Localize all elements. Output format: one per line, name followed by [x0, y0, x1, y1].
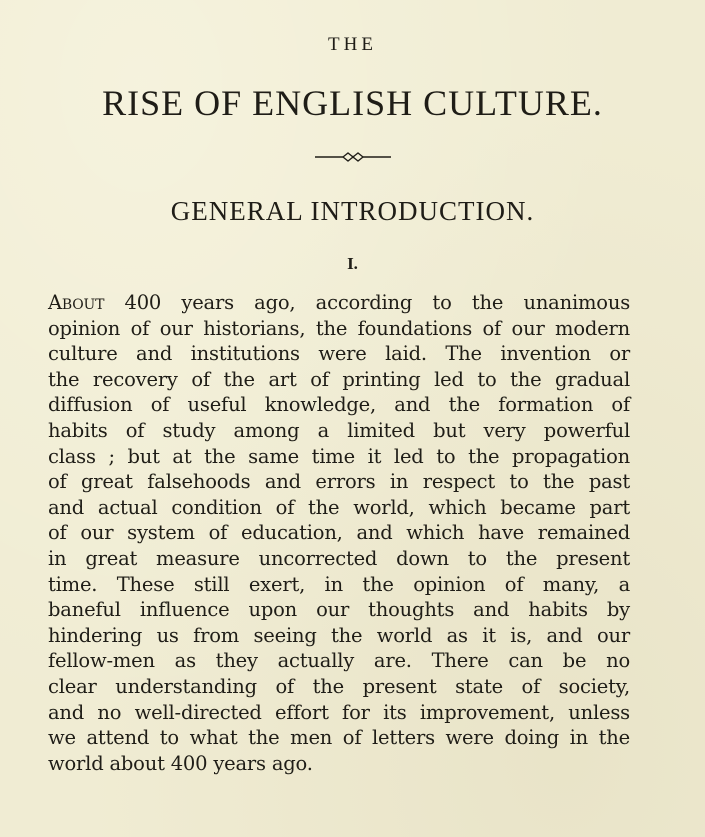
paragraph-line: baneful influence upon our thoughts and habits by	[48, 598, 630, 622]
paragraph-line	[48, 290, 630, 316]
paragraph-line: habits of study among a limited but very powerful	[48, 418, 630, 442]
ornament-icon	[313, 148, 393, 166]
opening-word: About	[48, 291, 105, 314]
paragraph-line-text: 400 years ago, according to the unanimous	[104, 291, 630, 314]
paragraph-line: the recovery of the art of printing led to the gradual	[48, 367, 630, 391]
ornament-divider	[0, 148, 705, 166]
paragraph-line: we attend to what the men of letters were doing in the	[48, 726, 630, 750]
paragraph-line: opinion of our historians, the foundations of our modern	[48, 316, 630, 340]
paragraph-line: hindering us from seeing the world as it is, and our	[48, 623, 630, 647]
paragraph-line: class ; but at the same time it led to the propagation	[48, 444, 630, 468]
paragraph-line: diffusion of useful knowledge, and the formation of	[48, 393, 630, 417]
paragraph-line: of our system of education, and which have remained	[48, 521, 630, 545]
running-title: THE	[328, 34, 377, 55]
section-title: GENERAL INTRODUCTION.	[170, 196, 535, 226]
body-paragraph	[48, 290, 630, 776]
paragraph-line: of great falsehoods and errors in respect to the past	[48, 470, 630, 494]
paragraph-line: fellow-men as they actually are. There can be no	[48, 649, 630, 673]
paragraph-line: time. These still exert, in the opinion of many, a	[48, 572, 630, 596]
paragraph-line: world about 400 years ago.	[48, 751, 313, 775]
paragraph-line: culture and institutions were laid. The invention or	[48, 342, 630, 366]
paragraph-line: clear understanding of the present state of society,	[48, 674, 630, 698]
paragraph-line: in great measure uncorrected down to the present	[48, 546, 630, 570]
book-title: RISE OF ENGLISH CULTURE.	[102, 83, 603, 123]
paragraph-line: and no well-directed effort for its improvement, unless	[48, 700, 630, 724]
section-number: I.	[347, 254, 358, 273]
paragraph-line: and actual condition of the world, which became part	[48, 495, 630, 519]
